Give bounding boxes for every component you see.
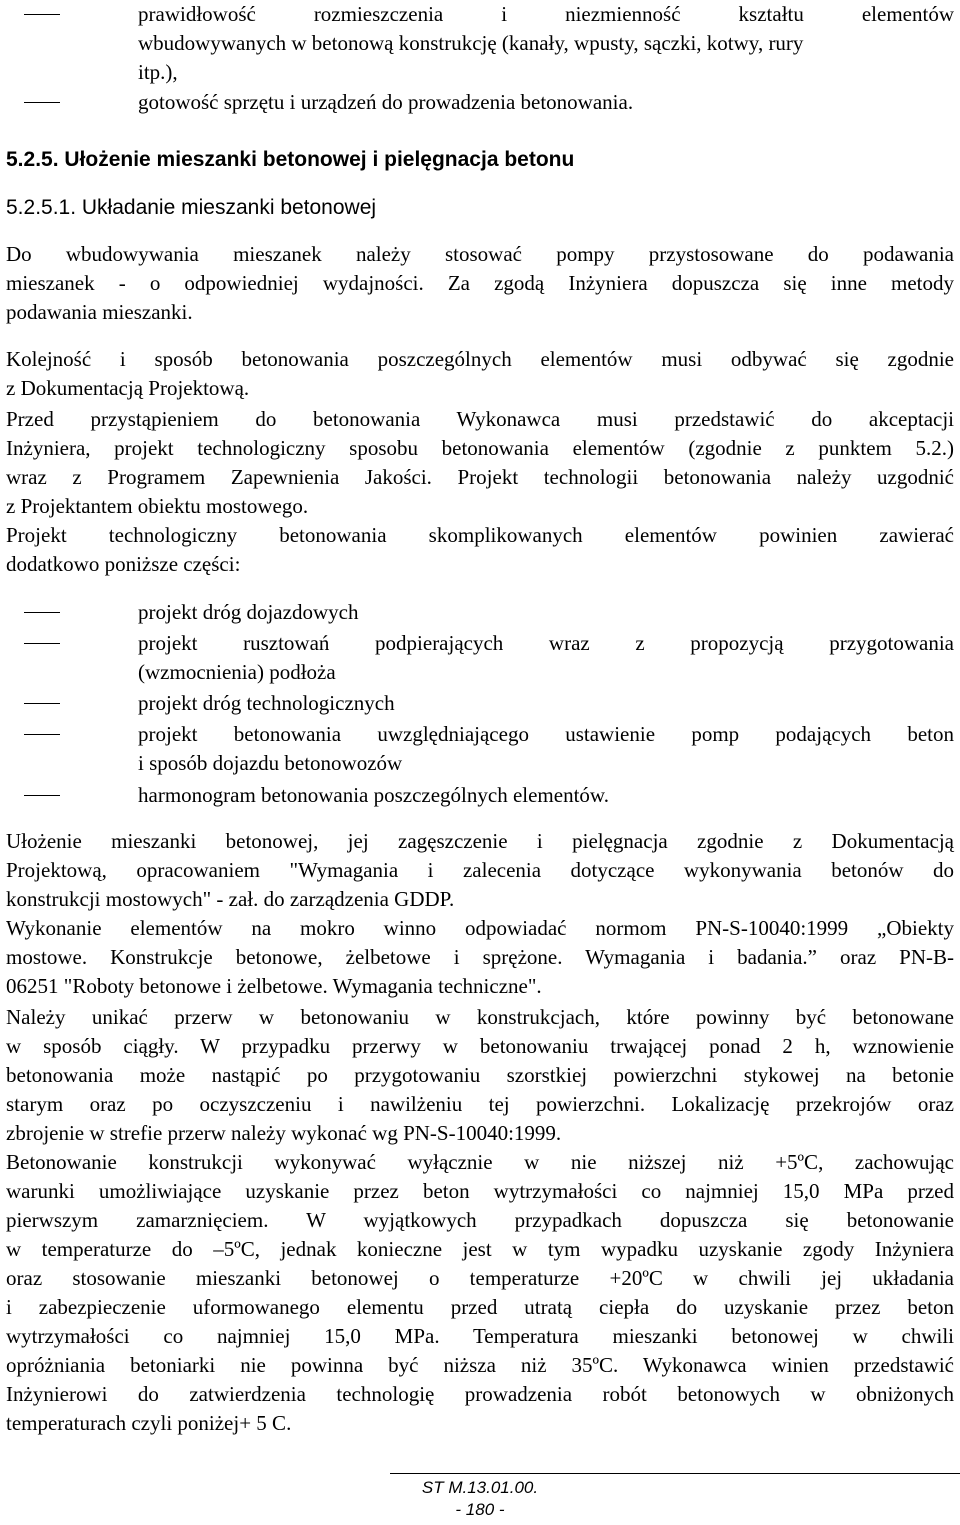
paragraph-line: mostowe. Konstrukcje betonowe, żelbetowe i sprężone. Wymagania i badania.” oraz PN-B-: [6, 945, 954, 969]
dash-bullet-icon: [24, 795, 60, 796]
paragraph-line: betonowania może nastąpić po przygotowaniu szorstkiej powierzchni stykowej na betonie: [6, 1063, 954, 1087]
paragraph-line: w temperaturze do –5ºC, jednak konieczne jest w tym wypadku uzyskanie zgody Inżyniera: [6, 1237, 954, 1261]
dash-bullet-icon: [24, 102, 60, 103]
list-item-line: (wzmocnienia) podłoża: [138, 660, 336, 684]
list-item-line: harmonogram betonowania poszczególnych elementów.: [138, 783, 609, 807]
paragraph-line: oraz stosowanie mieszanki betonowej o temperaturze +20ºC w chwili jej układania: [6, 1266, 954, 1290]
section-heading: 5.2.5. Ułożenie mieszanki betonowej i pielęgnacja betonu: [6, 148, 575, 171]
paragraph-line: Przed przystąpieniem do betonowania Wykonawca musi przedstawić do akceptacji: [6, 407, 954, 431]
paragraph-line: zbrojenie w strefie przerw należy wykonać wg PN-S-10040:1999.: [6, 1121, 562, 1145]
subsection-heading: 5.2.5.1. Układanie mieszanki betonowej: [6, 196, 377, 219]
paragraph-line: Betonowanie konstrukcji wykonywać wyłącznie w nie niższej niż +5ºC, zachowując: [6, 1150, 954, 1174]
paragraph-line: 06251 "Roboty betonowe i żelbetowe. Wymagania techniczne".: [6, 974, 542, 998]
paragraph-line: temperaturach czyli poniżej+ 5 C.: [6, 1411, 292, 1435]
footer-divider: [390, 1473, 960, 1474]
paragraph-line: starym oraz po oczyszczeniu i nawilżeniu tej powierzchni. Lokalizację przekrojów oraz: [6, 1092, 954, 1116]
paragraph-line: w sposób ciągły. W przypadku przerwy w betonowaniu trwającej ponad 2 h, wznowienie: [6, 1034, 954, 1058]
paragraph-line: opróżniania betoniarki nie powinna być niższa niż 35ºC. Wykonawca winien przedstawić: [6, 1353, 954, 1377]
paragraph-line: Projekt technologiczny betonowania skomplikowanych elementów powinien zawierać: [6, 523, 954, 547]
list-item-line: projekt rusztowań podpierających wraz z propozycją przygotowania: [138, 631, 954, 655]
paragraph-line: Należy unikać przerw w betonowaniu w konstrukcjach, które powinny być betonowane: [6, 1005, 954, 1029]
paragraph-line: Inżyniera, projekt technologiczny sposobu betonowania elementów (zgodnie z punktem 5.2.): [6, 436, 954, 460]
paragraph-line: dodatkowo poniższe części:: [6, 552, 241, 576]
dash-bullet-icon: [24, 612, 60, 613]
paragraph-line: warunki umożliwiające uzyskanie przez beton wytrzymałości co najmniej 15,0 MPa przed: [6, 1179, 954, 1203]
footer-code: ST M.13.01.00.: [421, 1478, 539, 1497]
dash-bullet-icon: [24, 734, 60, 735]
paragraph-line: i zabezpieczenie uformowanego elementu przed utratą ciepła do uzyskanie przez beton: [6, 1295, 954, 1319]
list-item-line: prawidłowość rozmieszczenia i niezmienność kształtu elementów: [138, 2, 954, 26]
list-item-line: projekt dróg dojazdowych: [138, 600, 359, 624]
paragraph-line: z Projektantem obiektu mostowego.: [6, 494, 309, 518]
paragraph-line: Inżynierowi do zatwierdzenia technologię prowadzenia robót betonowych w obniżonych: [6, 1382, 954, 1406]
paragraph-line: wytrzymałości co najmniej 15,0 MPa. Temperatura mieszanki betonowej w chwili: [6, 1324, 954, 1348]
paragraph-line: podawania mieszanki.: [6, 300, 193, 324]
page-number: - 180 -: [455, 1500, 505, 1519]
list-item-line: gotowość sprzętu i urządzeń do prowadzenia betonowania.: [138, 90, 634, 114]
paragraph-line: Do wbudowywania mieszanek należy stosować pompy przystosowane do podawania: [6, 242, 954, 266]
paragraph-line: pierwszym zamarznięciem. W wyjątkowych przypadkach dopuszcza się betonowanie: [6, 1208, 954, 1232]
dash-bullet-icon: [24, 703, 60, 704]
list-item-line: itp.),: [138, 60, 178, 84]
dash-bullet-icon: [24, 643, 60, 644]
paragraph-line: Projektową, opracowaniem "Wymagania i zalecenia dotyczące wykonywania betonów do: [6, 858, 954, 882]
paragraph-line: Wykonanie elementów na mokro winno odpowiadać normom PN-S-10040:1999 „Obiekty: [6, 916, 954, 940]
paragraph-line: Ułożenie mieszanki betonowej, jej zagęszczenie i pielęgnacja zgodnie z Dokumentacją: [6, 829, 954, 853]
paragraph-line: mieszanek - o odpowiedniej wydajności. Za zgodą Inżyniera dopuszcza się inne metody: [6, 271, 954, 295]
list-item-line: projekt betonowania uwzględniającego ustawienie pomp podających beton: [138, 722, 954, 746]
dash-bullet-icon: [24, 14, 60, 15]
paragraph-line: konstrukcji mostowych" - zał. do zarządzenia GDDP.: [6, 887, 455, 911]
paragraph-line: z Dokumentacją Projektową.: [6, 376, 250, 400]
paragraph-line: Kolejność i sposób betonowania poszczególnych elementów musi odbywać się zgodnie: [6, 347, 954, 371]
list-item-line: i sposób dojazdu betonowozów: [138, 751, 403, 775]
paragraph-line: wraz z Programem Zapewnienia Jakości. Projekt technologii betonowania należy uzgodnić: [6, 465, 954, 489]
list-item-line: wbudowywanych w betonową konstrukcję (kanały, wpusty, sączki, kotwy, rury: [138, 31, 804, 55]
list-item-line: projekt dróg technologicznych: [138, 691, 395, 715]
